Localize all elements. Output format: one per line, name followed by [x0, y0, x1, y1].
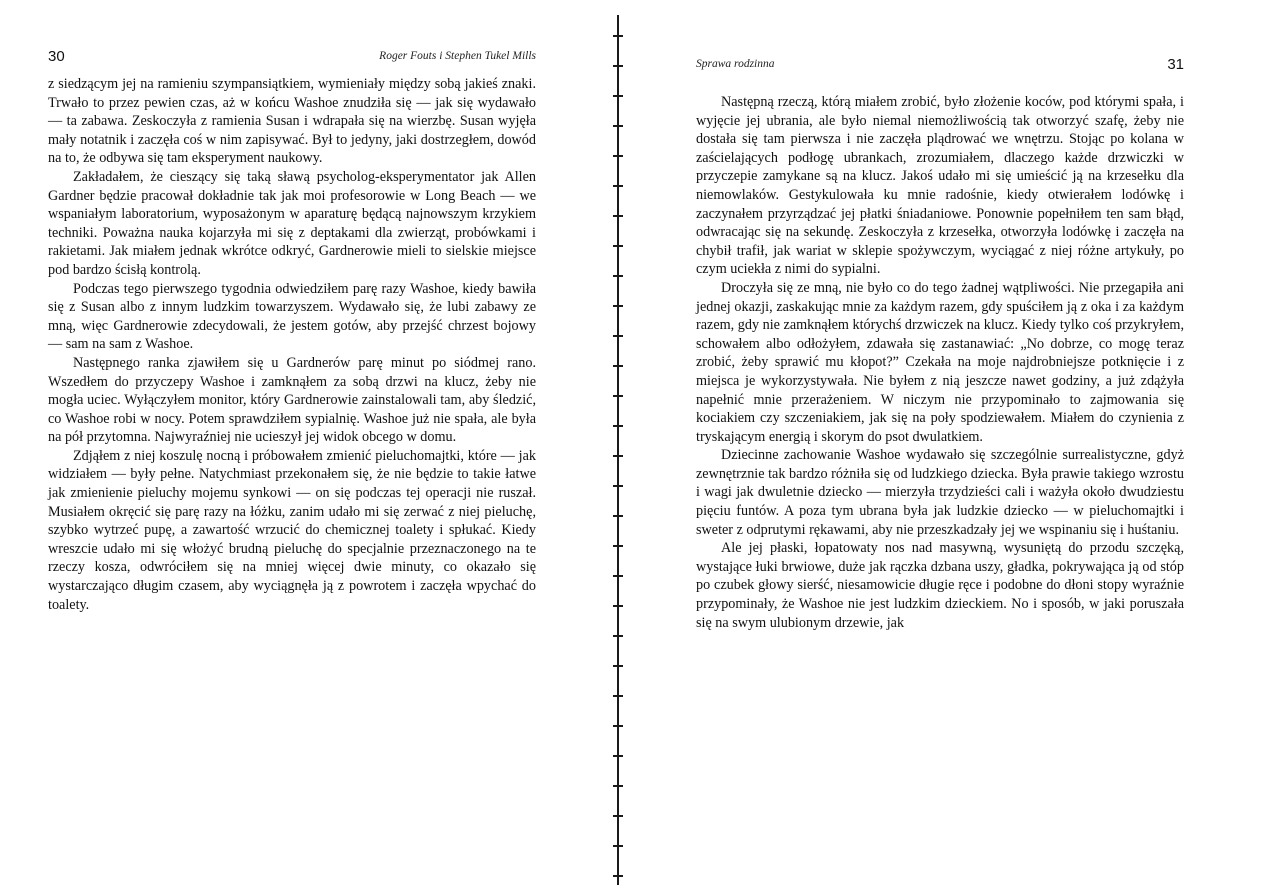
binding-stitch: [613, 545, 623, 547]
binding-stitch: [613, 155, 623, 157]
binding-stitch: [613, 335, 623, 337]
binding-stitch: [613, 425, 623, 427]
left-page-number: 30: [48, 48, 65, 65]
right-running-head: [696, 48, 1184, 73]
right-body-text: [696, 93, 1184, 632]
paragraph: Droczyła się ze mną, nie było co do tego żadnej wątpliwości. Nie przegapiła ani jednej okazji, zaskakując mnie za każdym razem, gdy spuściłem ją z oka i za każdym razem, gdy nie zamknąłem którychś drzwiczek na klucz. Kiedy tylko coś przykryłem, schowałem albo odłożyłem, zdawała się zastanawiać: „No dobrze, co mogę teraz zrobić, żeby sprawić mu kłopot?” Czekała na moje najdrobniejsze potknięcie i z miejsca je wykorzystywała. Nie byłem z nią jeszcze nawet godziny, a już zdążyła napełnić mnie przerażeniem. W niczym nie przypominało to zajmowania się kociakiem czy szczeniakiem, jak się na poły spodziewałem. Miałem do czynienia z tryskającym energią i skorym do psot dwulatkiem.: [696, 279, 1184, 445]
binding-stitch: [613, 785, 623, 787]
binding-stitch: [613, 605, 623, 607]
binding-stitch: [613, 875, 623, 877]
binding-stitch: [613, 455, 623, 457]
binding-stitch: [613, 245, 623, 247]
binding-stitch: [613, 695, 623, 697]
binding-stitch: [613, 485, 623, 487]
binding-stitch: [613, 845, 623, 847]
left-body-text: [48, 75, 536, 614]
paragraph: Dziecinne zachowanie Washoe wydawało się szczególnie surrealistyczne, gdyż zewnętrznie tak bardzo różniła się od ludzkiego dziecka. Była prawie takiego wzrostu i wagi jak dwuletnie dziecko — mierzyła trzydzieści cali i ważyła około dwudziestu pięciu funtów. A poza tym ubrana była jak ludzkie dziecko — w pieluchomajtki i sweter z odprutymi rękawami, aby nie przeszkadzały jej we wspinaniu się i huśtaniu.: [696, 447, 1184, 538]
binding-stitch: [613, 305, 623, 307]
binding-stitch: [613, 755, 623, 757]
binding-stitch: [613, 365, 623, 367]
right-page-number: 31: [1167, 56, 1184, 73]
binding-stitch: [613, 35, 623, 37]
binding-stitch: [613, 185, 623, 187]
paragraph: Zdjąłem z niej koszulę nocną i próbowałem zmienić pieluchomajtki, które — jak widziałem — były pełne. Natychmiast przekonałem się, że nie będzie to takie łatwe jak zmienienie pieluchy mojemu synkowi — on się podczas tej operacji nie ruszał. Musiałem okręcić się parę razy na łóżku, zanim udało mi się zerwać z niej pieluchę, szybko wytrzeć pupę, a zawartość wrzucić do chemicznej toalety i spłukać. Kiedy wreszcie udało mi się włożyć brudną pieluchę do specjalnie przeznaczonego na te rzeczy kosza, odwróciłem się na mniej więcej dwie minuty, co okazało się wystarczająco długim czasem, aby wyciągnęła ją z powrotem i zaczęła wpychać do toalety.: [48, 447, 536, 613]
binding-stitch: [613, 65, 623, 67]
paragraph: z siedzącym jej na ramieniu szympansiątkiem, wymieniały między sobą jakieś znaki. Trwało to przez pewien czas, aż w końcu Washoe znudziła się — jak się wydawało — ta zabawa. Zeskoczyła z ramienia Susan i wdrapała się na wierzbę. Susan wyjęła mały notatnik i zaczęła coś w nim zapisywać. Był to jedyny, jaki dostrzegłem, dowód na to, że odbywa się tam eksperyment naukowy.: [48, 76, 536, 167]
paragraph: Następną rzeczą, którą miałem zrobić, było złożenie koców, pod którymi spała, i wyjęcie jej ubrania, ale było niemal niemożliwością tak otworzyć szafę, żeby nie dostała się tam pierwsza i nie zaczęła plądrować we wnętrzu. Stojąc po kolana w zaścielających podłogę ubrankach, zrozumiałem, dlaczego każde drzwiczki w przyczepie zamykane są na klucz. Jakoś udało mi się umieścić ją na krzesełku dla niemowlaków. Gestykulowała ku mnie radośnie, kiedy otwierałem lodówkę i zaczynałem przyrządzać jej płatki śniadaniowe. Ponownie popełniłem ten sam błąd, odwracając się na sekundę. Zeskoczyła z krzesełka, otworzyła lodówkę i zaczęła na chybił trafił, jak wariat w sklepie spożywczym, wyciągać z niej różne artykuły, po czym uciekła z nimi do sypialni.: [696, 94, 1184, 278]
binding-stitch: [613, 665, 623, 667]
binding-stitch: [613, 515, 623, 517]
paragraph: Następnego ranka zjawiłem się u Gardnerów parę minut po siódmej rano. Wszedłem do przyczepy Washoe i zamknąłem za sobą drzwi na klucz, żeby nie mogła uciec. Wyłączyłem monitor, który Gardnerowie zainstalowali tam, aby śledzić, co Washoe robi w nocy. Potem sprawdziłem sypialnię. Washoe już nie spała, ale była na pół przytomna. Najwyraźniej nie ucieszył jej widok obcego w domu.: [48, 354, 536, 446]
right-running-title: Sprawa rodzinna: [696, 58, 775, 70]
binding-stitch: [613, 635, 623, 637]
binding-stitch: [613, 275, 623, 277]
binding-stitch: [613, 215, 623, 217]
binding-stitch: [613, 95, 623, 97]
binding-stitch: [613, 725, 623, 727]
binding-stitch: [613, 815, 623, 817]
left-running-head: [48, 48, 536, 68]
book-gutter-binding: [617, 15, 619, 885]
binding-stitch: [613, 575, 623, 577]
left-running-title: Roger Fouts i Stephen Tukel Mills: [379, 50, 536, 62]
paragraph: Podczas tego pierwszego tygodnia odwiedziłem parę razy Washoe, kiedy bawiła się z Susan albo z innym ludzkim towarzyszem. Wydawało się, że lubi zabawy ze mną, więc Gardnerowie zdecydowali, że jestem gotów, aby przejść chrzest bojowy — sam na sam z Washoe.: [48, 280, 536, 353]
binding-stitch: [613, 395, 623, 397]
paragraph: Ale jej płaski, łopatowaty nos nad masywną, wysuniętą do przodu szczęką, wystające łuki brwiowe, duże jak rączka dzbana uszy, gładka, pokrywająca ją od stóp po czubek głowy sierść, niesamowicie długie ręce i podobne do dłoni stopy wyraźnie przypominały, że Washoe nie jest ludzkim dzieckiem. No i sposób, w jaki poruszała się na swym ulubionym drzewie, jak: [696, 540, 1184, 631]
paragraph: Zakładałem, że cieszący się taką sławą psycholog-eksperymentator jak Allen Gardner będzie pracował dokładnie tak jak moi profesorowie w Long Beach — we wspaniałym laboratorium, wyposażonym w aparaturę będącą najnowszym krzykiem techniki. Poważna nauka kojarzyła mi się z deptakami dla zwierząt, probówkami i rakietami. Jak miałem jednak wkrótce odkryć, Gardnerowie mieli to sielskie miejsce pod bardzo ścisłą kontrolą.: [48, 168, 536, 278]
binding-stitch: [613, 125, 623, 127]
